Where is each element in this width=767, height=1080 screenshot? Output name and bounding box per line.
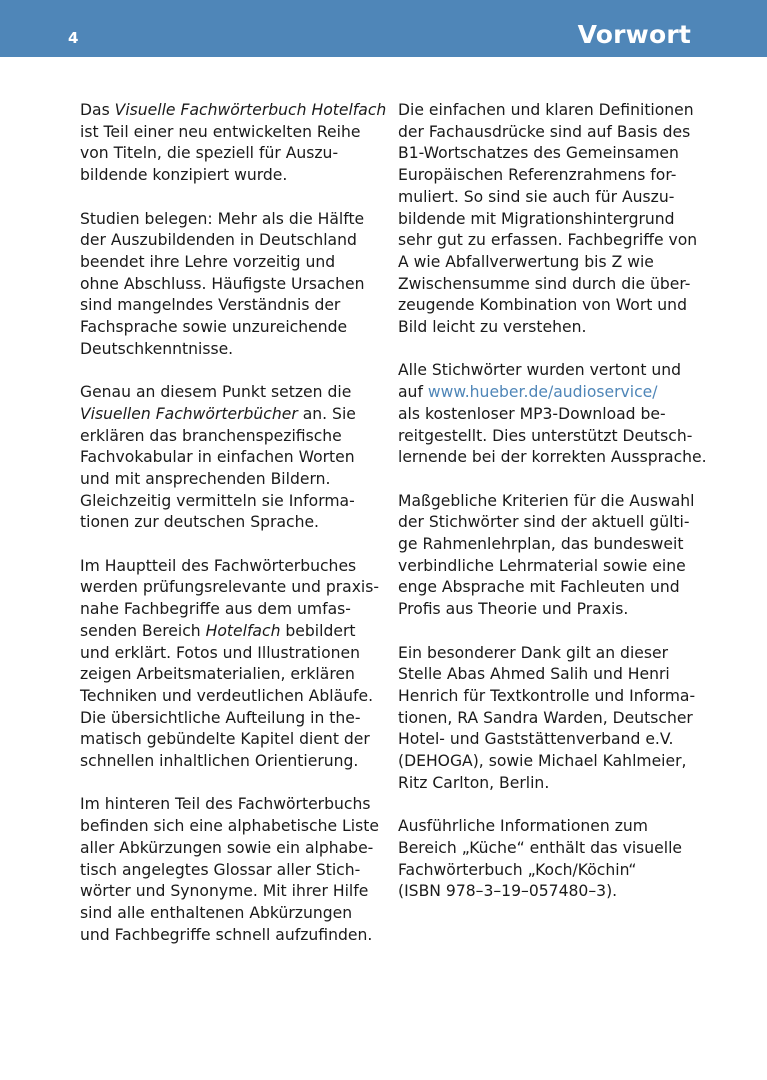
text-line xyxy=(398,252,698,274)
text-line xyxy=(80,903,380,925)
text-run: senden Bereich xyxy=(80,621,206,640)
text-run: der Stichwörter sind der aktuell gülti- xyxy=(398,513,690,532)
text-line xyxy=(80,426,380,448)
text-line xyxy=(398,404,698,426)
text-run: Die einfachen und klaren Definitionen xyxy=(398,101,694,119)
text-line xyxy=(398,512,698,534)
text-line xyxy=(80,230,380,252)
text-line xyxy=(80,252,380,274)
text-run: ge Rahmenlehrplan, das bundesweit xyxy=(398,535,684,554)
text-run: als kostenloser MP3-Download be- xyxy=(398,404,666,423)
text-run: Stelle Abas Ahmed Salih und Henri xyxy=(398,665,670,684)
paragraph xyxy=(398,100,698,339)
text-line xyxy=(80,274,380,296)
text-run: ohne Abschluss. Häufigste Ursachen xyxy=(80,274,365,293)
text-run: Maßgebliche Kriterien für die Auswahl xyxy=(398,491,695,510)
text-line xyxy=(80,382,380,404)
text-run: Bereich „Küche“ enthält das visuelle xyxy=(398,838,683,857)
left-column xyxy=(80,100,387,968)
text-run: B1-Wortschatzes des Gemeinsamen xyxy=(398,144,679,163)
text-line xyxy=(398,360,698,382)
text-run: Fachsprache sowie unzureichende xyxy=(80,318,348,337)
text-line xyxy=(398,230,698,252)
text-run: und Fachbegriffe schnell aufzufinden. xyxy=(80,925,373,944)
text-run: A wie Abfallverwertung bis Z wie xyxy=(398,252,654,271)
section-title: Vorwort xyxy=(577,20,691,49)
text-run: werden prüfungsrelevante und praxis- xyxy=(80,578,380,597)
text-line xyxy=(80,469,380,491)
text-line xyxy=(80,122,380,144)
paragraph xyxy=(80,382,380,534)
italic-title: Visuelle Fachwörterbuch Hotelfach xyxy=(114,101,387,119)
text-line xyxy=(80,860,380,882)
text-line xyxy=(80,512,380,534)
text-line xyxy=(398,599,698,621)
text-run: tionen zur deutschen Sprache. xyxy=(80,513,320,532)
text-line xyxy=(80,708,380,730)
text-line xyxy=(398,165,698,187)
text-line xyxy=(398,209,698,231)
text-run: an. Sie xyxy=(297,404,356,423)
text-line xyxy=(80,816,380,838)
text-line xyxy=(398,295,698,317)
text-run: (ISBN 978–3–19–057480–3). xyxy=(398,882,618,901)
text-line xyxy=(398,317,698,339)
text-line xyxy=(398,860,698,882)
text-line xyxy=(398,686,698,708)
paragraph xyxy=(398,816,698,903)
paragraph xyxy=(398,491,698,621)
text-line xyxy=(398,187,698,209)
text-line xyxy=(80,729,380,751)
text-line xyxy=(80,838,380,860)
text-run: Im hinteren Teil des Fachwörterbuchs xyxy=(80,795,371,814)
italic-title: Visuellen Fachwörterbücher xyxy=(80,404,298,423)
text-run: Ein besonderer Dank gilt an dieser xyxy=(398,643,669,662)
text-line xyxy=(80,295,380,317)
text-run: Deutschkenntnisse. xyxy=(80,339,234,358)
text-line xyxy=(398,556,698,578)
text-line xyxy=(80,577,380,599)
text-run: reitgestellt. Dies unterstützt Deutsch- xyxy=(398,426,693,445)
text-line xyxy=(80,751,380,773)
text-run: tisch angelegtes Glossar aller Stich- xyxy=(80,860,361,879)
text-run: sind mangelndes Verständnis der xyxy=(80,296,341,315)
text-run: bildende mit Migrationshintergrund xyxy=(398,209,675,228)
right-column xyxy=(398,100,707,925)
text-line xyxy=(80,664,380,686)
text-run: zeugende Kombination von Wort und xyxy=(398,296,687,315)
text-line xyxy=(80,621,380,643)
text-run: aller Abkürzungen sowie ein alphabe- xyxy=(80,838,374,857)
text-run: zeigen Arbeitsmaterialien, erklären xyxy=(80,665,355,684)
text-run: sehr gut zu erfassen. Fachbegriffe von xyxy=(398,231,698,250)
text-line xyxy=(398,577,698,599)
text-line xyxy=(80,447,380,469)
text-line xyxy=(80,209,380,231)
text-line xyxy=(398,122,698,144)
text-run: Hotel- und Gaststättenverband e.V. xyxy=(398,730,674,749)
text-run: Im Hauptteil des Fachwörterbuches xyxy=(80,556,357,575)
text-line xyxy=(398,143,698,165)
text-line xyxy=(398,881,698,903)
text-line xyxy=(80,794,380,816)
italic-title: Hotelfach xyxy=(205,621,281,640)
text-line xyxy=(398,426,698,448)
text-line xyxy=(398,491,698,513)
text-run: lernende bei der korrekten Aussprache. xyxy=(398,448,707,467)
paragraph xyxy=(80,100,387,187)
audioservice-link[interactable]: www.hueber.de/audioservice/ xyxy=(427,383,658,402)
text-run: (DEHOGA), sowie Michael Kahlmeier, xyxy=(398,752,687,771)
text-run: Bild leicht zu verstehen. xyxy=(398,318,587,337)
text-line xyxy=(80,556,380,578)
text-run: Henrich für Textkontrolle und Informa- xyxy=(398,686,696,705)
paragraph xyxy=(398,643,698,795)
text-line xyxy=(398,534,698,556)
text-run: Die übersichtliche Aufteilung in the- xyxy=(80,708,361,727)
text-run: Fachwörterbuch „Koch/Köchin“ xyxy=(398,860,637,879)
text-line xyxy=(398,708,698,730)
text-run: Studien belegen: Mehr als die Hälfte xyxy=(80,209,365,228)
text-line xyxy=(80,339,380,361)
text-run: der Auszubildenden in Deutschland xyxy=(80,231,357,250)
text-line xyxy=(398,729,698,751)
text-line xyxy=(398,664,698,686)
text-run: Profis aus Theorie und Praxis. xyxy=(398,600,629,619)
text-run: und mit ansprechenden Bildern. xyxy=(80,469,331,488)
text-run: muliert. So sind sie auch für Auszu- xyxy=(398,187,675,206)
text-line xyxy=(398,773,698,795)
text-run: Ritz Carlton, Berlin. xyxy=(398,773,550,792)
text-run: ist Teil einer neu entwickelten Reihe xyxy=(80,122,361,141)
text-line xyxy=(398,382,698,404)
text-run: matisch gebündelte Kapitel dient der xyxy=(80,730,370,749)
text-run: enge Absprache mit Fachleuten und xyxy=(398,578,680,597)
paragraph xyxy=(80,794,380,946)
paragraph xyxy=(80,209,380,361)
text-line xyxy=(80,100,387,122)
text-line xyxy=(398,274,698,296)
text-run: befinden sich eine alphabetische Liste xyxy=(80,817,379,836)
text-run: Genau an diesem Punkt setzen die xyxy=(80,383,352,402)
paragraph xyxy=(398,360,707,469)
text-line xyxy=(398,838,698,860)
text-line xyxy=(80,491,380,513)
text-line xyxy=(80,143,380,165)
text-run: Das xyxy=(80,101,115,119)
text-run: Fachvokabular in einfachen Worten xyxy=(80,448,355,467)
text-run: beendet ihre Lehre vorzeitig und xyxy=(80,252,336,271)
text-line xyxy=(398,447,707,469)
text-line xyxy=(398,643,698,665)
text-run: Gleichzeitig vermitteln sie Informa- xyxy=(80,491,355,510)
text-line xyxy=(80,881,380,903)
text-run: bildende konzipiert wurde. xyxy=(80,166,288,185)
text-line xyxy=(80,686,380,708)
text-run: der Fachausdrücke sind auf Basis des xyxy=(398,122,691,141)
text-run: Techniken und verdeutlichen Abläufe. xyxy=(80,686,374,705)
text-run: verbindliche Lehrmaterial sowie eine xyxy=(398,556,686,575)
paragraph xyxy=(80,556,380,773)
text-run: Zwischensumme sind durch die über- xyxy=(398,274,691,293)
text-run: schnellen inhaltlichen Orientierung. xyxy=(80,752,359,771)
text-run: auf xyxy=(398,383,428,402)
text-line xyxy=(80,643,380,665)
text-line xyxy=(80,599,380,621)
text-run: Europäischen Referenzrahmens for- xyxy=(398,166,677,185)
text-run: Ausführliche Informationen zum xyxy=(398,817,648,836)
text-run: erklären das branchenspezifische xyxy=(80,426,342,445)
text-run: und erklärt. Fotos und Illustrationen xyxy=(80,643,360,662)
text-line xyxy=(80,317,380,339)
text-run: sind alle enthaltenen Abkürzungen xyxy=(80,903,353,922)
text-line xyxy=(398,100,698,122)
page-number: 4 xyxy=(68,29,79,47)
text-run: wörter und Synonyme. Mit ihrer Hilfe xyxy=(80,882,369,901)
text-run: von Titeln, die speziell für Auszu- xyxy=(80,144,339,163)
text-run: Alle Stichwörter wurden vertont und xyxy=(398,361,682,380)
text-run: bebildert xyxy=(280,621,356,640)
text-line xyxy=(80,404,380,426)
text-line xyxy=(80,165,380,187)
text-run: nahe Fachbegriffe aus dem umfas- xyxy=(80,600,351,619)
text-line xyxy=(80,925,380,947)
header-bar xyxy=(0,0,767,57)
text-run: tionen, RA Sandra Warden, Deutscher xyxy=(398,708,693,727)
text-line xyxy=(398,751,698,773)
text-line xyxy=(398,816,698,838)
